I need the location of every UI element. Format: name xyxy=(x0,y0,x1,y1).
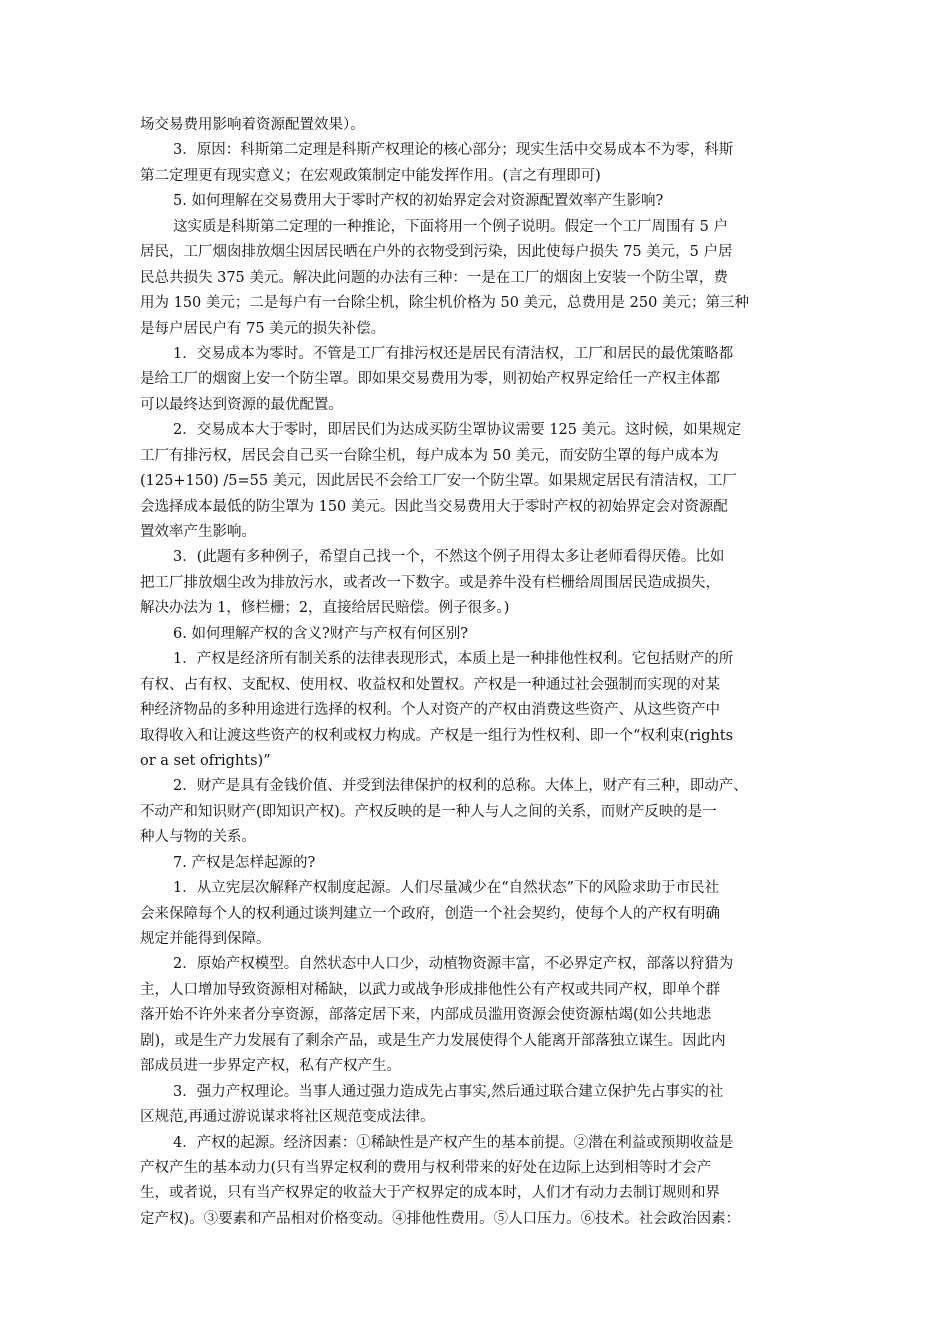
text-line: 规定并能得到保障。 xyxy=(140,931,271,947)
text-line: 把工厂排放烟尘改为排放污水，或者改一下数字。或是养牛没有栏栅给周围居民造成损失， xyxy=(140,574,720,591)
text-line: 用为 150 美元；二是每户有一台除尘机，除尘机价格为 50 美元，总费用是 250 美元；第三种 xyxy=(140,295,749,312)
text-line: 这实质是科斯第二定理的一种推论，下面将用一个例子说明。假定一个工厂周围有 5 户 xyxy=(173,218,728,235)
text-line: or a set ofrights)” xyxy=(140,752,271,769)
text-line: 7. 产权是怎样起源的? xyxy=(173,854,316,871)
text-line: (125+150) /5=55 美元，因此居民不会给工厂安一个防尘罩。如果规定居民有清洁权，工厂 xyxy=(140,473,737,490)
text-line: 置效率产生影响。 xyxy=(140,524,256,540)
text-line: 种人与物的关系。 xyxy=(140,829,256,846)
text-line: 有权、占有权、支配权、使用权、收益权和处置权。产权是一种通过社会强制而实现的对某 xyxy=(140,676,720,693)
text-line: 2．交易成本大于零时，即居民们为达成买防尘罩协议需要 125 美元。这时候，如果规定 xyxy=(173,422,742,439)
text-line: 2．原始产权模型。自然状态中人口少，动植物资源丰富，不必界定产权，部落以狩猎为 xyxy=(173,956,734,973)
text-line: 2．财产是具有金钱价值、并受到法律保护的权利的总称。大体上，财产有三种，即动产、 xyxy=(173,778,748,795)
text-line: 不动产和知识财产(即知识产权)。产权反映的是一种人与人之间的关系，而财产反映的是一 xyxy=(140,803,717,820)
text-line: 剧)，或是生产力发展有了剩余产品，或是生产力发展使得个人能离开部落独立谋生。因此内 xyxy=(140,1032,726,1049)
text-line: 3．(此题有多种例子，希望自己找一个，不然这个例子用得太多让老师看得厌倦。比如 xyxy=(173,549,725,566)
text-line: 取得收入和让渡这些资产的权利或权力构成。产权是一组行为性权利、即一个“权利束(rights xyxy=(140,727,734,744)
document-page xyxy=(140,113,812,1232)
text-line: 1．从立宪层次解释产权制度起源。人们尽量减少在“自然状态”下的风险求助于市民社 xyxy=(173,880,720,897)
text-line: 4．产权的起源。经济因素：①稀缺性是产权产生的基本前提。②潜在利益或预期收益是 xyxy=(173,1134,734,1151)
text-line: 1．产权是经济所有制关系的法律表现形式，本质上是一种排他性权利。它包括财产的所 xyxy=(173,651,734,668)
text-line: 会来保障每个人的权利通过谈判建立一个政府，创造一个社会契约，使每个人的产权有明确 xyxy=(140,905,720,922)
text-line: 1．交易成本为零时。不管是工厂有排污权还是居民有清洁权，工厂和居民的最优策略都 xyxy=(173,345,734,362)
text-line: 6. 如何理解产权的含义?财产与产权有何区别? xyxy=(173,625,468,642)
text-line: 解决办法为 1，修栏栅；2，直接给居民赔偿。例子很多。) xyxy=(140,600,510,617)
text-line: 部成员进一步界定产权，私有产权产生。 xyxy=(140,1058,401,1075)
text-line: 会选择成本最低的防尘罩为 150 美元。因此当交易费用大于零时产权的初始界定会对资源配 xyxy=(140,498,728,515)
text-line: 是每户居民户有 75 美元的损失补偿。 xyxy=(140,320,386,337)
text-line: 落开始不许外来者分享资源，部落定居下来，内部成员滥用资源会使资源枯竭(如公共地悲 xyxy=(140,1007,712,1024)
text-line: 3．强力产权理论。当事人通过强力造成先占事实,然后通过联合建立保护先占事实的社 xyxy=(173,1083,724,1100)
text-line: 场交易费用影响着资源配置效果）。 xyxy=(140,117,365,133)
text-line: 第二定理更有现实意义；在宏观政策制定中能发挥作用。(言之有理即可) xyxy=(140,167,601,184)
text-line: 可以最终达到资源的最优配置。 xyxy=(140,396,343,413)
text-line: 5. 如何理解在交易费用大于零时产权的初始界定会对资源配置效率产生影响? xyxy=(173,193,664,210)
text-line: 生，或者说，只有当产权界定的收益大于产权界定的成本时，人们才有动力去制订规则和界 xyxy=(140,1185,720,1202)
text-line: 产权产生的基本动力(只有当界定权利的费用与权利带来的好处在边际上达到相等时才会产 xyxy=(140,1159,712,1176)
text-line: 居民，工厂烟囱排放烟尘因居民晒在户外的衣物受到污染，因此使每户损失 75 美元，5 户居 xyxy=(140,244,733,261)
text-line: 民总共损失 375 美元。解决此问题的办法有三种：一是在工厂的烟囱上安装一个防尘罩，费 xyxy=(140,269,728,286)
text-line: 工厂有排污权，居民会自己买一台除尘机，每户成本为 50 美元，而安防尘罩的每户成本为 xyxy=(140,447,719,464)
text-line: 3．原因：科斯第二定理是科斯产权理论的核心部分；现实生活中交易成本不为零，科斯 xyxy=(173,142,734,159)
text-line: 定产权)。③要素和产品相对价格变动。④排他性费用。⑤人口压力。⑥技术。社会政治因素： xyxy=(140,1210,741,1227)
text-line: 区规范,再通过游说谋求将社区规范变成法律。 xyxy=(140,1109,435,1126)
text-line: 是给工厂的烟窗上安一个防尘罩。即如果交易费用为零，则初始产权界定给任一产权主体都 xyxy=(140,371,720,388)
text-line: 种经济物品的多种用途进行选择的权利。个人对资产的产权由消费这些资产、从这些资产中 xyxy=(140,702,720,719)
text-line: 主，人口增加导致资源相对稀缺，以武力或战争形成排他性公有产权或共同产权，即单个群 xyxy=(140,981,720,998)
